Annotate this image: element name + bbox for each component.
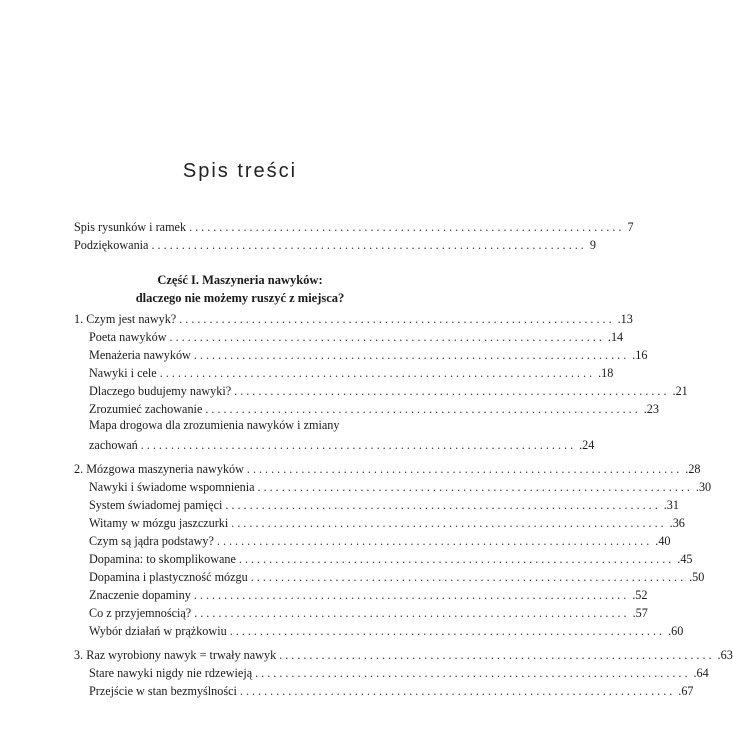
toc-chapter-3[interactable] (74, 645, 733, 663)
toc-section[interactable] (89, 681, 694, 699)
toc-section[interactable] (89, 345, 648, 363)
dot-leader: ........................................................................ (151, 238, 587, 252)
toc-entry-label: Czym są jądra podstawy? (89, 534, 214, 548)
toc-entry-label: Wybór działań w prążkowiu (89, 624, 227, 638)
toc-entry-label: Nawyki i cele (89, 366, 157, 380)
dot-leader: ........................................................................ (239, 684, 676, 698)
toc-entry-label: 2. Mózgowa maszyneria nawyków (74, 462, 244, 476)
toc-entry-label: 1. Czym jest nawyk? (74, 312, 177, 326)
toc-entry-page: .67 (678, 684, 694, 698)
dot-leader: ........................................................................ (231, 516, 667, 530)
toc-section[interactable] (89, 363, 614, 381)
toc-entry-page: .23 (643, 402, 659, 416)
toc-entry-label: Spis rysunków i ramek (74, 220, 187, 234)
toc-chapter-2[interactable] (74, 459, 701, 477)
toc-entry-page: 9 (589, 238, 596, 252)
toc-entry-label: Zrozumieć zachowanie (89, 402, 203, 416)
dot-leader: ........................................................................ (179, 312, 615, 326)
toc-entry-page: 7 (627, 220, 634, 234)
dot-leader: ........................................................................ (238, 552, 675, 566)
toc-entry-label: Co z przyjemnością? (89, 606, 192, 620)
toc-entry-label: Dopamina: to skomplikowane (89, 552, 236, 566)
toc-entry-page: .30 (695, 480, 712, 494)
dot-leader: ........................................................................ (225, 498, 661, 512)
toc-entry-page: .31 (663, 498, 679, 512)
toc-section[interactable] (89, 549, 693, 567)
toc-entry-page: .64 (693, 666, 709, 680)
toc-entry-page: .28 (685, 462, 701, 476)
toc-section[interactable] (89, 399, 659, 417)
toc-entry-page: .24 (579, 438, 595, 452)
toc-entry-page: .14 (607, 330, 624, 344)
toc-entry-label: Poeta nawyków (89, 330, 167, 344)
toc-section[interactable] (89, 585, 648, 603)
toc-entry-page: .60 (668, 624, 684, 638)
dot-leader: ........................................................................ (279, 648, 715, 662)
toc-section[interactable] (89, 531, 671, 549)
toc-entry-page: .21 (672, 384, 688, 398)
dot-leader: ........................................................................ (216, 534, 653, 548)
dot-leader: ........................................................................ (193, 588, 630, 602)
toc-entry-page: .57 (632, 606, 648, 620)
part-heading-line2: dlaczego nie możemy ruszyć z miejsca? (135, 291, 345, 305)
dot-leader: ........................................................................ (205, 402, 641, 416)
dot-leader: ........................................................................ (194, 606, 630, 620)
toc-entry-acknowledgements[interactable] (74, 235, 596, 253)
toc-section-line1[interactable]: Mapa drogowa dla zrozumienia nawyków i zmiany (89, 418, 340, 432)
toc-entry-page: .18 (598, 366, 614, 380)
toc-entry-page: .16 (632, 348, 648, 362)
toc-entry-label: Dlaczego budujemy nawyki? (89, 384, 232, 398)
toc-entry-page: .50 (689, 570, 705, 584)
toc-entry-page: .36 (669, 516, 685, 530)
dot-leader: ........................................................................ (159, 366, 596, 380)
toc-entry-label: Menażeria nawyków (89, 348, 191, 362)
toc-section[interactable] (89, 621, 684, 639)
dot-leader: ........................................................................ (193, 348, 630, 362)
toc-entry-page: .45 (677, 552, 693, 566)
dot-leader: ........................................................................ (189, 220, 625, 234)
dot-leader: ........................................................................ (140, 438, 577, 452)
toc-section[interactable] (89, 495, 679, 513)
toc-section[interactable] (89, 477, 712, 495)
dot-leader: ........................................................................ (257, 480, 693, 494)
toc-entry-figures[interactable] (74, 217, 634, 235)
toc-section[interactable] (89, 663, 709, 681)
toc-section[interactable] (89, 567, 705, 585)
toc-section[interactable] (89, 435, 595, 453)
toc-entry-label: 3. Raz wyrobiony nawyk = trwały nawyk (74, 648, 277, 662)
dot-leader: ........................................................................ (250, 570, 687, 584)
toc-entry-page: .40 (655, 534, 671, 548)
toc-section[interactable] (89, 603, 648, 621)
toc-entry-label: Stare nawyki nigdy nie rdzewieją (89, 666, 253, 680)
toc-entry-label: zachowań (89, 438, 138, 452)
toc-entry-label: Nawyki i świadome wspomnienia (89, 480, 255, 494)
toc-section[interactable] (89, 381, 688, 399)
page-title: Spis treści (182, 160, 298, 182)
toc-entry-label: Witamy w mózgu jaszczurki (89, 516, 229, 530)
toc-entry-label: Znaczenie dopaminy (89, 588, 191, 602)
dot-leader: ........................................................................ (169, 330, 605, 344)
toc-section[interactable] (89, 327, 624, 345)
toc-entry-page: .13 (617, 312, 633, 326)
toc-entry-page: .63 (717, 648, 733, 662)
dot-leader: ........................................................................ (246, 462, 683, 476)
part-heading-line1: Część I. Maszyneria nawyków: (157, 273, 323, 287)
toc-chapter-1[interactable] (74, 309, 633, 327)
dot-leader: ........................................................................ (234, 384, 670, 398)
toc-entry-page: .52 (632, 588, 648, 602)
toc-entry-label: Przejście w stan bezmyślności (89, 684, 237, 698)
dot-leader: ........................................................................ (255, 666, 691, 680)
toc-section[interactable] (89, 513, 685, 531)
toc-entry-label: System świadomej pamięci (89, 498, 223, 512)
toc-entry-label: Dopamina i plastyczność mózgu (89, 570, 248, 584)
dot-leader: ........................................................................ (229, 624, 666, 638)
toc-entry-label: Podziękowania (74, 238, 149, 252)
